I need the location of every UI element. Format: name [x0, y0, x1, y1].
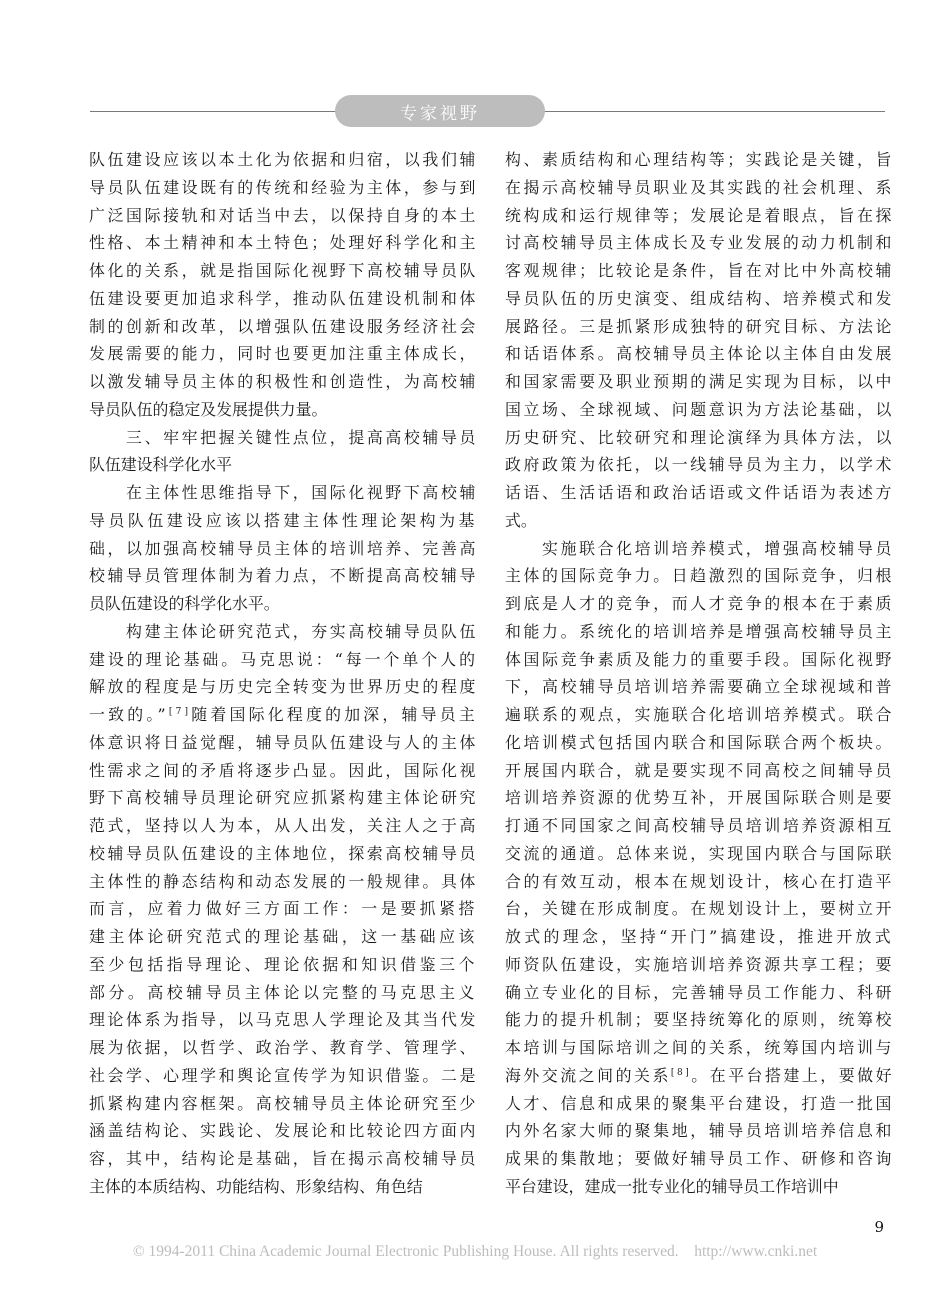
footer-url[interactable]: http://www.cnki.net — [694, 1243, 818, 1260]
text-line: 导员队伍建设既有的传统和经验为主体，参与到 — [89, 177, 478, 197]
text-line: 式。 — [505, 510, 537, 530]
text-line: 主体的本质结构、功能结构、形象结构、角色结 — [89, 1176, 423, 1196]
text-line: 性需求之间的矛盾将逐步凸显。因此，国际化视 — [89, 760, 478, 780]
text-line: 理论体系为指导，以马克思人学理论及其当代发 — [89, 1010, 478, 1030]
text-line: 人才、信息和成果的聚集平台建设，打造一批国 — [505, 1093, 894, 1113]
text-line: 以激发辅导员主体的积极性和创造性，为高校辅 — [89, 372, 478, 391]
right-text-column — [505, 146, 894, 1201]
text-line: 导员队伍的历史演变、组成结构、培养模式和发 — [505, 288, 894, 308]
text-line: 队伍建设应该以本土化为依据和归宿，以我们辅 — [89, 150, 478, 169]
text-line: 放式的理念，坚持“开门”搞建设，推进开放式 — [505, 927, 894, 946]
text-line: 容，其中，结构论是基础，旨在揭示高校辅导员 — [89, 1149, 478, 1168]
text-line: 性格、本土精神和本土特色；处理好科学化和主 — [89, 233, 478, 253]
text-line: 构、素质结构和心理结构等；实践论是关键，旨 — [505, 150, 894, 169]
text-line: 范式，坚持以人为本，从人出发，关注人之于高 — [89, 816, 478, 835]
text-line: 确立专业化的目标，完善辅导员工作能力、科研 — [505, 982, 894, 1002]
text-line: 在揭示高校辅导员职业及其实践的社会机理、系 — [505, 177, 894, 197]
text-line: 野下高校辅导员理论研究应抓紧构建主体论研究 — [89, 788, 478, 808]
text-line: 和话语体系。高校辅导员主体论以主体自由发展 — [505, 344, 894, 364]
text-line: 校辅导员管理体制为着力点，不断提高高校辅导 — [89, 566, 478, 586]
section-header-badge — [335, 95, 545, 127]
text-line: 打通不同国家之间高校辅导员培训培养资源相互 — [505, 816, 894, 835]
left-text-column — [89, 146, 478, 1201]
text-line: 遍联系的观点，实施联合化培训培养模式。联合 — [505, 705, 894, 724]
text-line: 师资队伍建设，实施培训培养资源共享工程；要 — [505, 954, 894, 974]
text-line: 体化的关系，就是指国际化视野下高校辅导员队 — [89, 261, 478, 280]
text-line: 成果的集散地；要做好辅导员工作、研修和咨询 — [505, 1149, 894, 1168]
text-line: 实施联合化培训培养模式，增强高校辅导员 — [505, 538, 894, 558]
text-line: 而言，应着力做好三方面工作：一是要抓紧搭 — [89, 899, 478, 919]
text-line: 统构成和运行规律等；发展论是着眼点，旨在探 — [505, 205, 894, 225]
copyright-text: © 1994-2011 China Academic Journal Electronic Publishing House. All rights reserved. — [132, 1243, 679, 1260]
text-line: 和能力。系统化的培训培养是增强高校辅导员主 — [505, 621, 894, 641]
text-line: 合的有效互动，根本在规划设计，核心在打造平 — [505, 871, 894, 891]
text-line: 内外名家大师的聚集地，辅导员培训培养信息和 — [505, 1121, 894, 1141]
text-line: 历史研究、比较研究和理论演绎为具体方法，以 — [505, 427, 894, 447]
text-line: 伍建设要更加追求科学，推动队伍建设机制和体 — [89, 288, 478, 308]
text-line: 体国际竞争素质及能力的重要手段。国际化视野 — [505, 649, 894, 669]
text-line: 开展国内联合，就是要实现不同高校之间辅导员 — [505, 760, 894, 780]
text-line: 客观规律；比较论是条件，旨在对比中外高校辅 — [505, 261, 894, 280]
text-line: 化培训模式包括国内联合和国际联合两个板块。 — [505, 732, 894, 752]
text-line: 导员队伍的稳定及发展提供力量。 — [89, 399, 328, 419]
text-line: 本培训与国际培训之间的关系，统筹国内培训与 — [505, 1038, 894, 1057]
text-line: 展路径。三是抓紧形成独特的研究目标、方法论 — [505, 316, 894, 336]
text-line: 础，以加强高校辅导员主体的培训培养、完善高 — [89, 538, 478, 558]
text-line: 发展需要的能力，同时也要更加注重主体成长， — [89, 344, 478, 364]
text-line: 构建主体论研究范式，夯实高校辅导员队伍 — [89, 621, 478, 641]
text-line: 下，高校辅导员培训培养需要确立全球视域和普 — [505, 677, 894, 697]
text-line: 主体的国际竞争力。日趋激烈的国际竞争，归根 — [505, 566, 894, 586]
text-line: 海外交流之间的关系[8]。在平台搭建上，要做好 — [505, 1065, 894, 1085]
text-line: 队伍建设科学化水平 — [89, 455, 233, 475]
text-line: 国立场、全球视域、问题意识为方法论基础，以 — [505, 399, 894, 419]
text-line: 政府政策为依托，以一线辅导员为主力，以学术 — [505, 455, 894, 475]
text-line: 广泛国际接轨和对话当中去，以保持自身的本土 — [89, 205, 478, 225]
page-number: 9 — [874, 1218, 884, 1236]
text-line: 培训培养资源的优势互补，开展国际联合则是要 — [505, 788, 894, 808]
footer-copyright — [0, 1243, 950, 1261]
text-line: 展为依据，以哲学、政治学、教育学、管理学、 — [89, 1038, 478, 1057]
text-line: 解放的程度是与历史完全转变为世界历史的程度 — [89, 677, 478, 697]
text-line: 能力的提升机制；要坚持统筹化的原则，统筹校 — [505, 1010, 894, 1030]
text-line: 涵盖结构论、实践论、发展论和比较论四方面内 — [89, 1121, 478, 1141]
text-line: 至少包括指导理论、理论依据和知识借鉴三个 — [89, 954, 478, 974]
text-line: 部分。高校辅导员主体论以完整的马克思主义 — [89, 982, 478, 1002]
text-line: 平台建设，建成一批专业化的辅导员工作培训中 — [505, 1176, 839, 1196]
text-line: 抓紧构建内容框架。高校辅导员主体论研究至少 — [89, 1093, 478, 1113]
citation-ref: [8] — [670, 1067, 692, 1078]
text-line: 台，关键在形成制度。在规划设计上，要树立开 — [505, 899, 894, 919]
text-line: 到底是人才的竞争，而人才竞争的根本在于素质 — [505, 594, 894, 613]
text-line: 校辅导员队伍建设的主体地位，探索高校辅导员 — [89, 843, 478, 863]
text-line: 社会学、心理学和舆论宣传学为知识借鉴。二是 — [89, 1065, 478, 1085]
text-line: 体意识将日益觉醒，辅导员队伍建设与人的主体 — [89, 732, 478, 752]
text-line: 话语、生活话语和政治话语或文件话语为表述方 — [505, 483, 894, 502]
text-line: 导员队伍建设应该以搭建主体性理论架构为基 — [89, 510, 478, 530]
text-line: 讨高校辅导员主体成长及专业发展的动力机制和 — [505, 233, 894, 253]
text-line: 和国家需要及职业预期的满足实现为目标，以中 — [505, 372, 894, 391]
text-line: 制的创新和改革，以增强队伍建设服务经济社会 — [89, 316, 478, 336]
text-line: 一致的。”[7]随着国际化程度的加深，辅导员主 — [89, 705, 478, 724]
section-title: 专家视野 — [400, 103, 480, 124]
text-line: 交流的通道。总体来说，实现国内联合与国际联 — [505, 843, 894, 863]
text-line: 建主体论研究范式的理论基础，这一基础应该 — [89, 927, 478, 946]
text-line: 员队伍建设的科学化水平。 — [89, 594, 280, 613]
text-line: 主体性的静态结构和动态发展的一般规律。具体 — [89, 871, 478, 891]
text-line: 三、牢牢把握关键性点位，提高高校辅导员 — [89, 427, 478, 447]
citation-ref: [7] — [168, 707, 192, 717]
text-line: 建设的理论基础。马克思说：“每一个单个人的 — [89, 649, 478, 669]
text-line: 在主体性思维指导下，国际化视野下高校辅 — [89, 483, 478, 502]
